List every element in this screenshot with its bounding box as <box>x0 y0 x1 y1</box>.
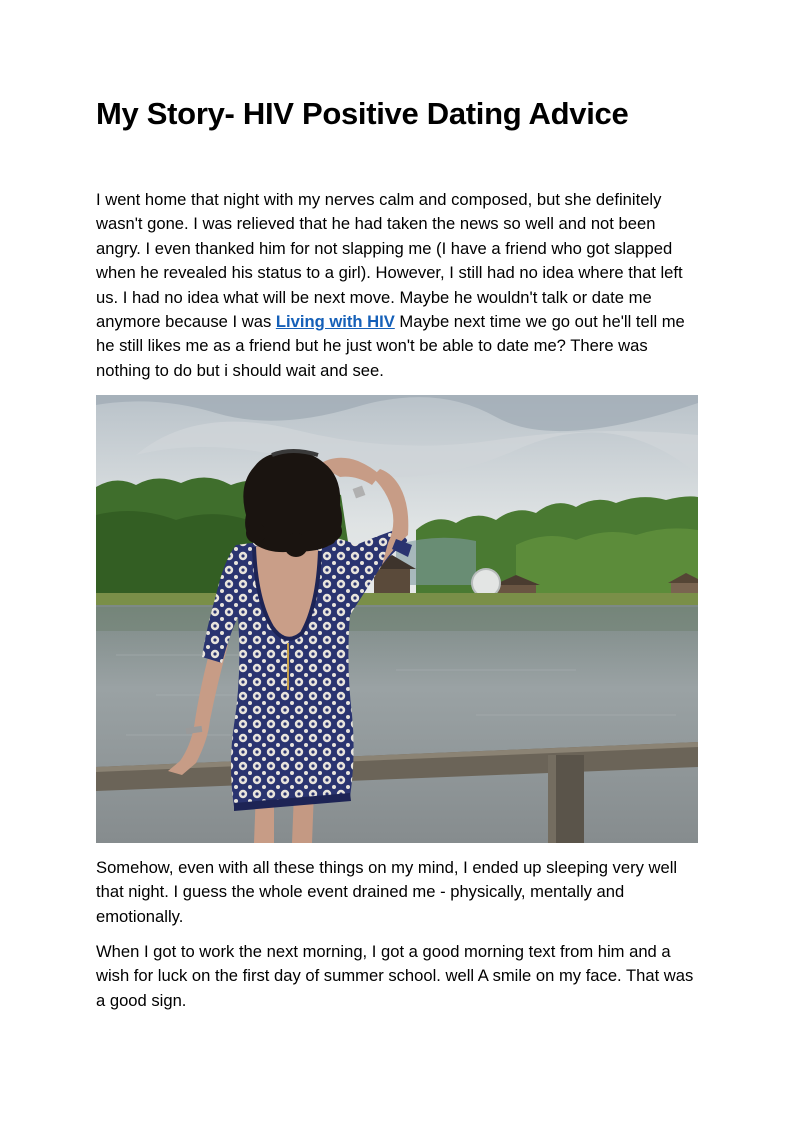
lake-water <box>96 605 698 843</box>
paragraph-sleep: Somehow, even with all these things on my mind, I ended up sleeping very well that night. I guess the whole event drained me - physically, mentally and emotionally. <box>96 858 678 926</box>
page-title: My Story- HIV Positive Dating Advice <box>96 96 629 131</box>
paragraph-intro-text-continued: Maybe next time we go out he'll tell me he still likes me as a friend but he just won't be able to date me? There was nothing to do but i should wait and see. <box>96 312 685 380</box>
living-with-hiv-link[interactable]: Living with HIV <box>275 312 395 332</box>
paragraph-intro <box>96 188 700 383</box>
paragraph-morning: When I got to work the next morning, I got a good morning text from him and a wish for luck on the first day of summer school. well A smile on my face. That was a good sign. <box>96 942 694 1010</box>
lake-photo <box>96 395 698 843</box>
windmill-wheel <box>472 569 500 597</box>
paragraph-intro-text: I went home that night with my nerves calm and composed, but she definitely wasn't gone. I was relieved that he had taken the news so well and not been angry. I even thanked him for not slapping me (I have a friend who got slapped when he revealed his status to a girl). However, I still had no idea where that left us. I had no idea what will be next move. Maybe he wouldn't talk or date me anymore because I was <box>96 190 683 332</box>
woman-at-lake-illustration <box>96 395 698 843</box>
